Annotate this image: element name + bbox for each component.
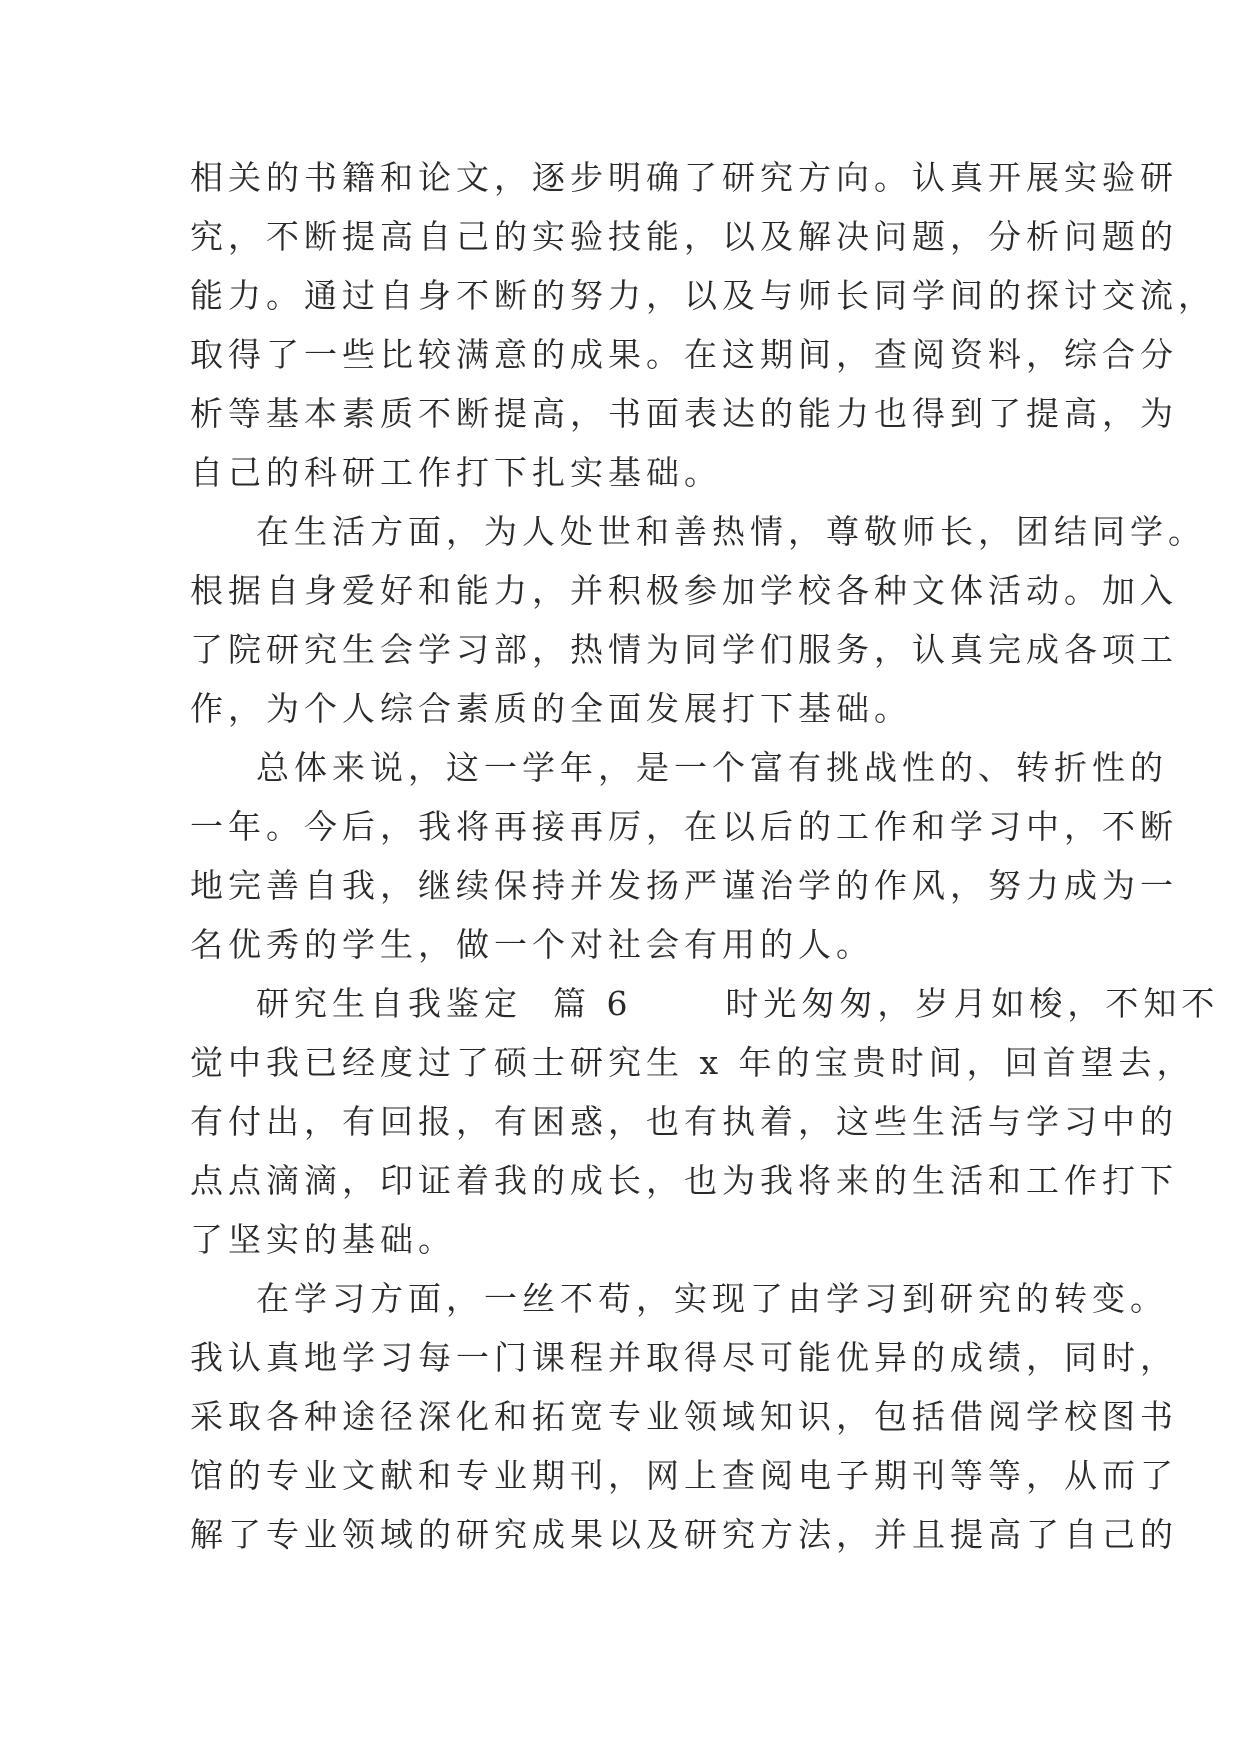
paragraph-start-line: 总体来说，这一学年，是一个富有挑战性的、转折性的 xyxy=(256,748,1168,787)
text-line: 名优秀的学生，做一个对社会有用的人。 xyxy=(190,925,874,964)
text-line: 馆的专业文献和专业期刊，网上查阅电子期刊等等，从而了 xyxy=(190,1456,1178,1495)
text-line: 觉中我已经度过了硕士研究生 x 年的宝贵时间，回首望去， xyxy=(190,1043,1195,1082)
text-line: 析等基本素质不断提高，书面表达的能力也得到了提高，为 xyxy=(190,394,1178,433)
text-line: 究，不断提高自己的实验技能，以及解决问题，分析问题的 xyxy=(190,217,1178,256)
text-line: 一年。今后，我将再接再厉，在以后的工作和学习中，不断 xyxy=(190,807,1178,846)
text-line: 地完善自我，继续保持并发扬严谨治学的作风，努力成为一 xyxy=(190,866,1178,905)
body-text xyxy=(190,148,1220,1564)
text-line: 采取各种途径深化和拓宽专业领域知识，包括借阅学校图书 xyxy=(190,1397,1178,1436)
text-line: 了坚实的基础。 xyxy=(190,1220,456,1259)
paragraph-start-line: 在学习方面，一丝不苟，实现了由学习到研究的转变。 xyxy=(256,1279,1168,1318)
text-line: 了院研究生会学习部，热情为同学们服务，认真完成各项工 xyxy=(190,630,1178,669)
text-line: 有付出，有回报，有困惑，也有执着，这些生活与学习中的 xyxy=(190,1102,1178,1141)
text-line: 相关的书籍和论文，逐步明确了研究方向。认真开展实验研 xyxy=(190,158,1178,197)
text-line: 根据自身爱好和能力，并积极参加学校各种文体活动。加入 xyxy=(190,571,1178,610)
text-line: 能力。通过自身不断的努力，以及与师长同学间的探讨交流， xyxy=(190,276,1216,315)
text-line: 自己的科研工作打下扎实基础。 xyxy=(190,453,722,492)
text-line: 点点滴滴，印证着我的成长，也为我将来的生活和工作打下 xyxy=(190,1161,1178,1200)
section-heading-line: 研究生自我鉴定 篇 6 时光匆匆，岁月如梭，不知不 xyxy=(256,984,1220,1023)
text-line: 解了专业领域的研究成果以及研究方法，并且提高了自己的 xyxy=(190,1515,1178,1554)
paragraph-start-line: 在生活方面，为人处世和善热情，尊敬师长，团结同学。 xyxy=(256,512,1206,551)
text-line: 作，为个人综合素质的全面发展打下基础。 xyxy=(190,689,912,728)
text-line: 取得了一些比较满意的成果。在这期间，查阅资料，综合分 xyxy=(190,335,1178,374)
text-line: 我认真地学习每一门课程并取得尽可能优异的成绩，同时， xyxy=(190,1338,1178,1377)
